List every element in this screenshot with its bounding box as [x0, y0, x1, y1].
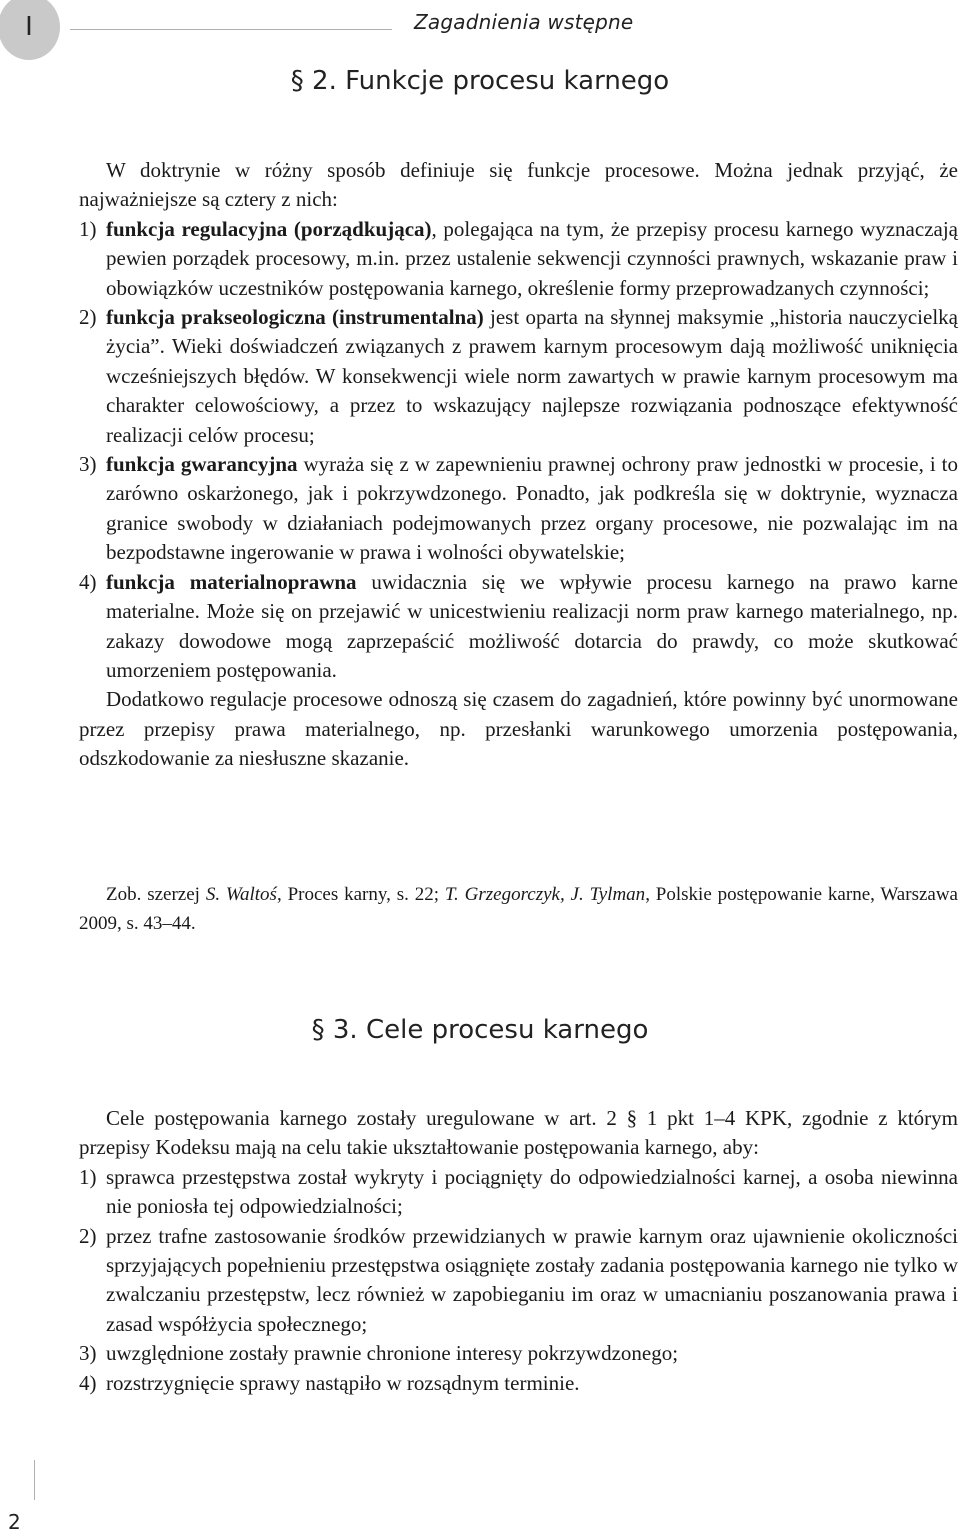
list-item-text [106, 450, 958, 568]
list-item [79, 1369, 958, 1398]
list-item-number: 1) [79, 216, 97, 241]
list-item-number: 1) [79, 1164, 97, 1189]
list-item-text: rozstrzygnięcie sprawy nastąpiło w rozsądnym terminie. [106, 1370, 580, 1395]
section-3-body [79, 1104, 958, 1398]
page-number: 2 [8, 1510, 21, 1534]
list-item-term: funkcja regulacyjna (porządkująca) [106, 216, 432, 241]
header-rule [70, 29, 392, 30]
list-item-text: przez trafne zastosowanie środków przewidzianych w prawie karnym oraz ujawnienie okoliczności sprzyjających popełnieniu przestępstwa osiągnięte zostały zadania postępowania karnego nie tylko w zwalczaniu przestępstw, lecz również w zapobieganiu im oraz w umacnianiu poszanowania prawa i zasad współżycia społecznego; [106, 1223, 958, 1336]
list-item-body: uwidacznia się we wpływie procesu karnego na prawo karne materialne. Może się on przejawić w unicestwieniu realizacji norm praw karnego materialnego, np. zakazy dowodowe mogą zaprzepaścić możliwość dotarcia do prawdy, co może skutkować umorzeniem postępowania. [106, 569, 958, 682]
section-2-intro: W doktrynie w różny sposób definiuje się funkcje procesowe. Można jednak przyjąć, że najważniejsze są cztery z nich: [79, 158, 958, 212]
list-item-body: , polegająca na tym, że przepisy procesu karnego wyznaczają pewien porządek procesowy, m.in. przez ustalenie sekwencji czynności prawnych, wskazanie praw i obowiązków uczestników postępowania karnego, określenie formy przeprowadzanych czynności; [106, 216, 958, 300]
list-item-term: funkcja gwarancyjna [106, 452, 298, 477]
list-item-text: uwzględnione zostały prawnie chronione interesy pokrzywdzonego; [106, 1341, 679, 1366]
reference-prefix: Zob. szerzej [106, 884, 206, 905]
list-item-number: 3) [79, 1341, 97, 1366]
list-item [79, 215, 958, 303]
list-item-number: 2) [79, 305, 97, 330]
list-item-number: 3) [79, 452, 97, 477]
reference-note [79, 880, 958, 938]
reference-author: T. Grzegorczyk, J. Tylman [444, 884, 646, 905]
reference-work: , Proces karny, s. 22; [276, 884, 445, 905]
list-item-number: 4) [79, 1370, 97, 1395]
list-item-term: funkcja prakseologiczna (instrumentalna) [106, 305, 484, 330]
list-item [79, 1163, 958, 1222]
section-2-body [79, 156, 958, 774]
reference-author: S. Waltoś [205, 884, 277, 905]
side-rule [34, 1460, 35, 1500]
list-item [79, 450, 958, 568]
chapter-badge [0, 0, 60, 60]
section-3-heading: § 3. Cele procesu karnego [311, 1015, 649, 1045]
list-item-term: funkcja materialnoprawna [106, 569, 357, 594]
chapter-number: I [25, 12, 33, 42]
list-item-text: sprawca przestępstwa został wykryty i pociągnięty do odpowiedzialności karnej, a osoba niewinna nie poniosła tej odpowiedzialności; [106, 1164, 958, 1219]
list-item [79, 303, 958, 450]
list-item [79, 1339, 958, 1368]
list-item-text [106, 568, 958, 686]
running-head: Zagadnienia wstępne [414, 10, 634, 34]
list-item-body: wyraża się z w zapewnieniu prawnej ochrony praw jednostki w procesie, i to zarówno oskarżonego, jak i pokrzywdzonego. Ponadto, jak podkreśla się w doktrynie, wyznacza granice swobody w działaniach podejmowanych przez organy procesowe, nie pozwalając im na bezpodstawne ingerowanie w prawa i wolności obywatelskie; [106, 452, 958, 565]
list-item [79, 568, 958, 686]
list-item-text [106, 303, 958, 450]
section-2-heading: § 2. Funkcje procesu karnego [290, 66, 670, 96]
section-2-closing: Dodatkowo regulacje procesowe odnoszą się czasem do zagadnień, które powinny być unormowane przez przepisy prawa materialnego, np. przesłanki warunkowego umorzenia postępowania, odszkodowanie za niesłuszne skazanie. [79, 687, 958, 771]
list-item-text [106, 215, 958, 303]
list-item-number: 2) [79, 1223, 97, 1248]
section-3-intro: Cele postępowania karnego zostały uregulowane w art. 2 § 1 pkt 1–4 KPK, zgodnie z którym przepisy Kodeksu mają na celu takie ukształtowanie postępowania karnego, aby: [79, 1106, 958, 1160]
list-item-number: 4) [79, 569, 97, 594]
reference-work: , Polskie postępowanie karne, Warszawa 2009, s. 43–44. [79, 884, 958, 934]
list-item [79, 1222, 958, 1340]
list-item-body: jest oparta na słynnej maksymie „historia nauczycielką życia”. Wieki doświadczeń związanych z prawem karnym procesowym dają możliwość uniknięcia wcześniejszych błędów. W konsekwencji wiele norm zawartych w prawie karnym procesowym ma charakter celowościowy, a przez to wskazujący najlepsze rozwiązania podnoszące efektywność realizacji celów procesu; [106, 305, 958, 447]
